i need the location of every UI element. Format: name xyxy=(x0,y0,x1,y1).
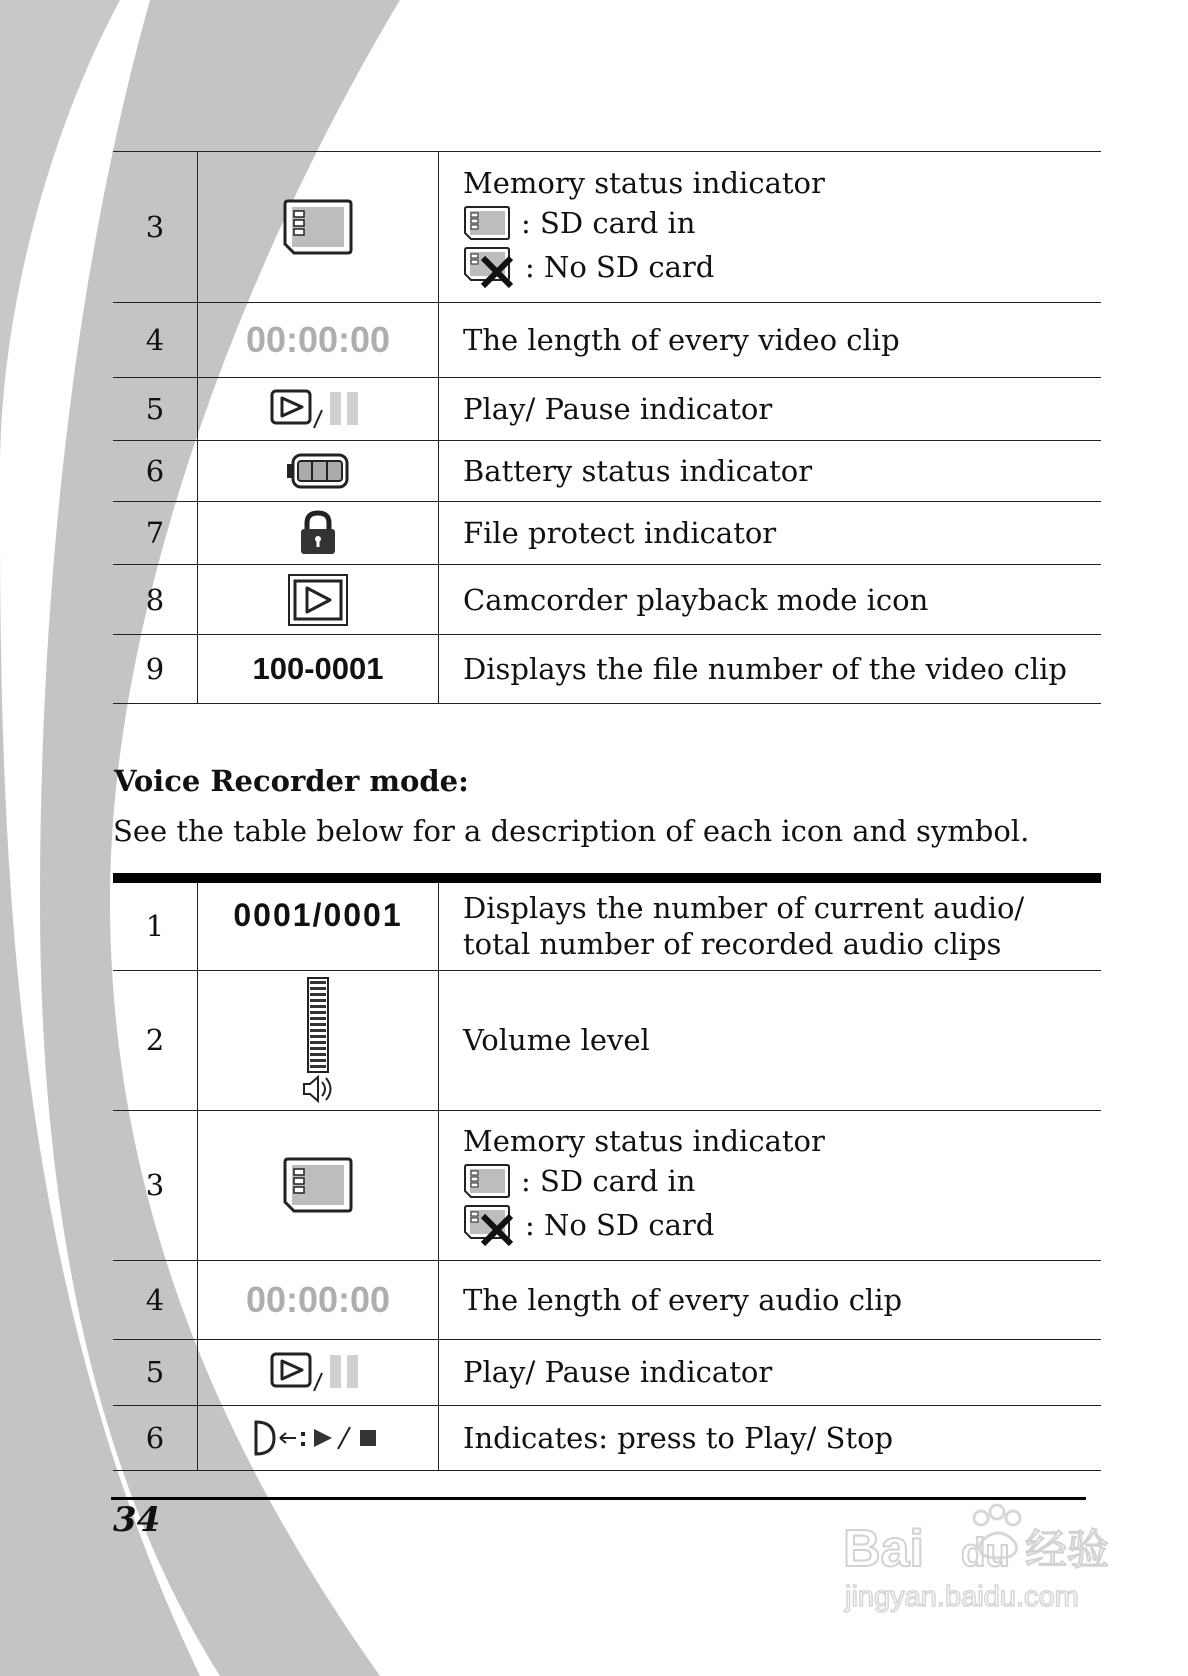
table-row xyxy=(113,502,1101,565)
battery-icon xyxy=(285,451,351,491)
svg-text:du: du xyxy=(961,1531,1010,1575)
page-number: 34 xyxy=(113,1500,161,1540)
row-number: 4 xyxy=(113,303,198,378)
row-description-line2: total number of recorded audio clips xyxy=(463,927,1002,962)
svg-text:Bai: Bai xyxy=(843,1520,924,1578)
table-row xyxy=(113,1339,1101,1405)
play-stop-key-icon xyxy=(252,1418,384,1458)
row-number: 4 xyxy=(113,1260,198,1339)
speaker-icon xyxy=(304,1077,331,1101)
no-sd-card-icon xyxy=(463,246,515,288)
table-row xyxy=(113,303,1101,378)
row-description: Play/ Pause indicator xyxy=(439,378,1102,441)
row-number: 3 xyxy=(113,1110,198,1260)
row-description: Play/ Pause indicator xyxy=(439,1339,1102,1405)
row-description: Displays the file number of the video clip xyxy=(439,635,1102,704)
no-sd-card-label: : No SD card xyxy=(525,250,715,284)
table-row xyxy=(113,1405,1101,1470)
section-title: Voice Recorder mode: xyxy=(114,764,469,798)
video-icon-table xyxy=(113,151,1101,704)
row-description: Volume level xyxy=(439,970,1102,1110)
play-pause-icon xyxy=(270,388,366,430)
file-number-icon: 100-0001 xyxy=(252,651,384,686)
table-row xyxy=(113,635,1101,704)
row-description: Battery status indicator xyxy=(439,441,1102,502)
row-number: 3 xyxy=(113,152,198,303)
row-number: 5 xyxy=(113,378,198,441)
table-row xyxy=(113,565,1101,635)
svg-text:jingyan.baidu.com: jingyan.baidu.com xyxy=(845,1581,1079,1613)
voice-icon-table xyxy=(113,873,1101,1471)
row-description: The length of every video clip xyxy=(439,303,1102,378)
sd-card-icon xyxy=(282,198,354,256)
row-description: Camcorder playback mode icon xyxy=(439,565,1102,635)
row-number: 8 xyxy=(113,565,198,635)
timecode-icon: 00:00:00 xyxy=(245,1278,391,1320)
baidu-watermark-logo xyxy=(843,1500,1123,1620)
row-number: 7 xyxy=(113,502,198,565)
table-row xyxy=(113,378,1101,441)
row-description: File protect indicator xyxy=(439,502,1102,565)
row-number: 1 xyxy=(113,878,198,970)
table-row xyxy=(113,1110,1101,1260)
row-number: 6 xyxy=(113,1405,198,1470)
row-description-line1: Displays the number of current audio/ xyxy=(463,891,1025,926)
table-row xyxy=(113,970,1101,1110)
row-number: 2 xyxy=(113,970,198,1110)
sd-card-in-label: : SD card in xyxy=(521,206,696,240)
row-number: 5 xyxy=(113,1339,198,1405)
audio-count-icon: 0001/0001 xyxy=(233,897,403,933)
volume-bar-icon xyxy=(298,976,338,1104)
row-number: 9 xyxy=(113,635,198,704)
lock-icon xyxy=(297,510,339,556)
svg-text:经验: 经验 xyxy=(1025,1525,1110,1574)
memory-status-title: Memory status indicator xyxy=(463,166,825,200)
no-sd-card-icon xyxy=(463,1204,515,1246)
no-sd-card-label: : No SD card xyxy=(525,1208,715,1242)
play-pause-icon xyxy=(270,1351,366,1393)
sd-card-icon xyxy=(463,1163,511,1199)
sd-card-icon xyxy=(463,205,511,241)
section-intro: See the table below for a description of each icon and symbol. xyxy=(113,814,1030,848)
sd-card-in-label: : SD card in xyxy=(521,1164,696,1198)
memory-status-title: Memory status indicator xyxy=(463,1124,825,1158)
sd-card-icon xyxy=(282,1156,354,1214)
table-row xyxy=(113,878,1101,970)
table-row xyxy=(113,152,1101,303)
row-description: The length of every audio clip xyxy=(439,1260,1102,1339)
playback-mode-icon xyxy=(287,573,349,627)
table-row xyxy=(113,1260,1101,1339)
timecode-icon: 00:00:00 xyxy=(245,319,391,360)
table-row xyxy=(113,441,1101,502)
row-description: Indicates: press to Play/ Stop xyxy=(439,1405,1102,1470)
row-number: 6 xyxy=(113,441,198,502)
